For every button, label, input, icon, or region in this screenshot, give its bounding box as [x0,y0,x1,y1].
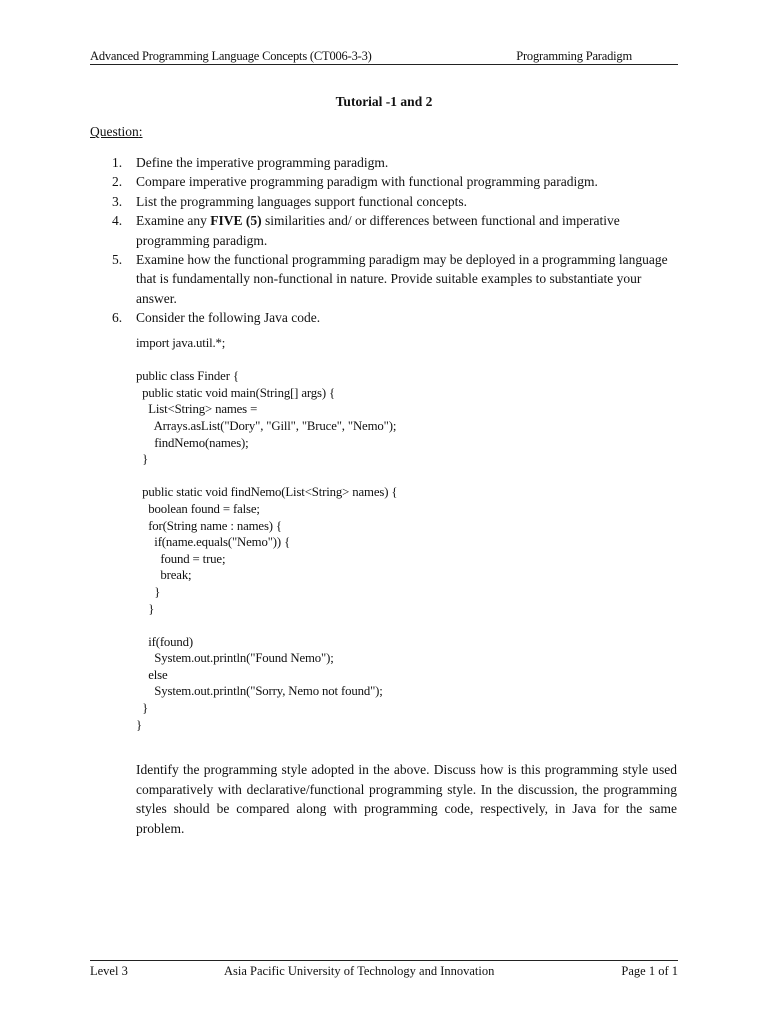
question-text: List the programming languages support functional concepts. [136,193,468,209]
footer-divider [90,960,678,961]
question-item [112,250,682,308]
header-topic: Programming Paradigm [516,49,632,63]
question-number: 5. [112,252,123,268]
question-emphasis: FIVE (5) [210,213,262,229]
question-item [112,192,682,211]
page-header [90,46,678,64]
question-item [112,153,682,172]
question-text-end: similarities and/ or differences between functional and imperative programming paradigm. [136,213,620,248]
header-course-title: Advanced Programming Language Concepts (CT006-3-3) [90,49,372,63]
page-footer [90,964,678,982]
footer-page-number: Page 1 of 1 [621,964,678,978]
question-text-start: Examine any [136,213,211,229]
question-text: Examine how the functional programming paradigm may be deployed in a programming language that is fundamentally non-functional in nature. Provide suitable examples to substantiate your answer. [136,252,668,306]
question-item [112,308,682,327]
task-paragraph: Identify the programming style adopted in the above. Discuss how is this programming style used comparatively with declarative/functional programming style. In the discussion, the programming styles should be compared along with programming code, respectively, in Java for the same problem. [136,762,677,836]
question-text [136,211,682,250]
question-number: 4. [112,213,123,229]
question-text: Consider the following Java code. [136,310,321,326]
question-text: Define the imperative programming paradigm. [136,155,389,170]
header-divider [90,64,678,65]
question-heading [90,124,143,140]
question-heading-text: Question [90,124,139,139]
question-item [112,211,682,250]
footer-level: Level 3 [90,964,128,978]
question-heading-colon: : [138,124,143,139]
question-number: 6. [112,310,123,326]
question-text: Compare imperative programming paradigm with functional programming paradigm. [136,174,598,190]
document-title: Tutorial -1 and 2 [335,94,433,109]
java-code-block: import java.util.*; public class Finder { public static void main(String[] args) { List<String> names = Arrays.asList("Dory", "Gill", "Bruce", "Nemo"); findNemo(names); } public static void findNemo(List<String> names) { boolean found = false; for(String name : names) { if(name.equals("Nemo")) { found = true; break; } } if(found) System.out.println("Found Nemo"); else System.out.println("Sorry, Nemo not found"); } } [136,336,398,732]
footer-university: Asia Pacific University of Technology and Innovation [224,964,495,978]
question-number: 1. [112,155,123,170]
question-number: 2. [112,174,123,190]
question-number: 3. [112,193,123,209]
question-item [112,172,682,191]
question-list [112,153,682,328]
